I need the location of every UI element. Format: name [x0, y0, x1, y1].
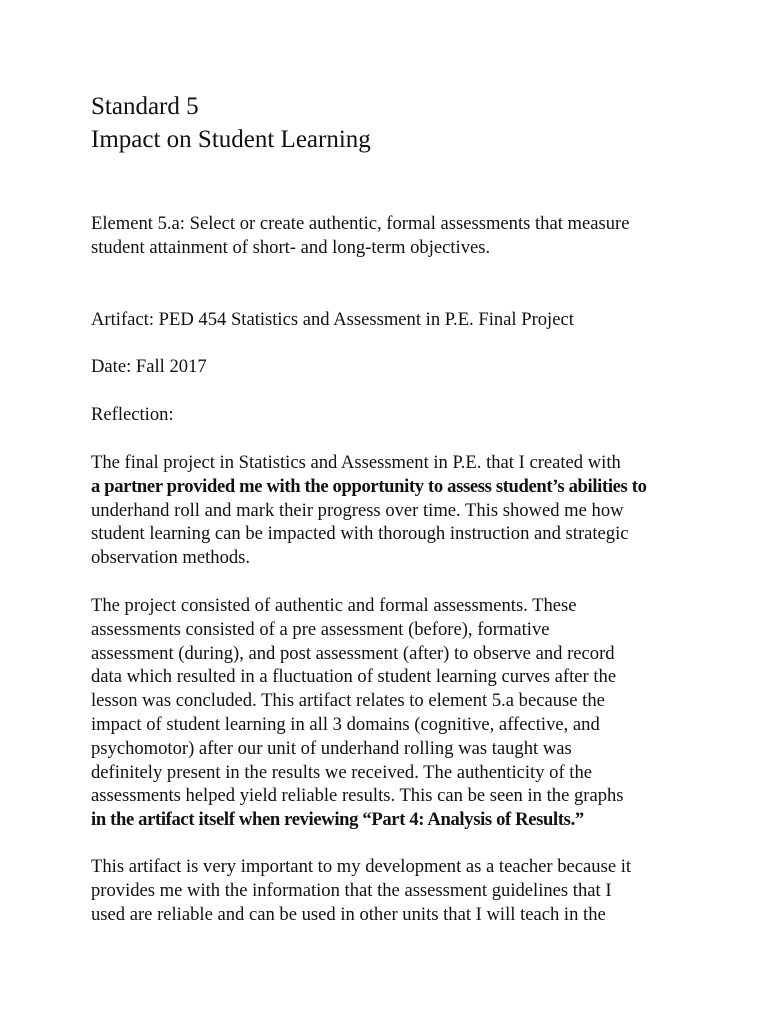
reflection-paragraph-1: [91, 451, 691, 570]
element-line: Element 5.a: Select or create authentic, formal assessments that measure: [91, 213, 630, 234]
element-line: student attainment of short- and long-term objectives.: [91, 236, 491, 258]
paragraph-line: The project consisted of authentic and formal assessments. These: [91, 595, 577, 616]
element-description: [91, 212, 691, 260]
paragraph-line: assessment (during), and post assessment (after) to observe and record: [91, 642, 615, 664]
reflection-paragraph-2: [91, 594, 691, 832]
paragraph-line: This artifact is very important to my development as a teacher because it: [91, 856, 632, 877]
paragraph-line: lesson was concluded. This artifact relates to element 5.a because the: [91, 690, 605, 712]
paragraph-line: student learning can be impacted with thorough instruction and strategic: [91, 523, 629, 545]
paragraph-line: assessments consisted of a pre assessment (before), formative: [91, 618, 550, 640]
reflection-label: Reflection:: [91, 404, 174, 425]
paragraph-line: observation methods.: [91, 547, 251, 569]
reflection-paragraph-3: [91, 855, 691, 926]
paragraph-line: impact of student learning in all 3 domains (cognitive, affective, and: [91, 713, 600, 735]
paragraph-line: underhand roll and mark their progress over time. This showed me how: [91, 499, 624, 521]
document-heading: [91, 90, 711, 156]
paragraph-line: data which resulted in a fluctuation of student learning curves after the: [91, 666, 617, 688]
standard-subtitle: Impact on Student Learning: [91, 126, 371, 153]
paragraph-line: used are reliable and can be used in other units that I will teach in the: [91, 903, 606, 925]
paragraph-line: a partner provided me with the opportunity to assess student’s abilities to: [91, 475, 647, 497]
paragraph-line: psychomotor) after our unit of underhand rolling was taught was: [91, 737, 572, 759]
paragraph-line: in the artifact itself when reviewing “Part 4: Analysis of Results.”: [91, 809, 584, 831]
artifact-line: Artifact: PED 454 Statistics and Assessment in P.E. Final Project: [91, 309, 574, 330]
paragraph-line: assessments helped yield reliable results. This can be seen in the graphs: [91, 785, 624, 807]
paragraph-line: definitely present in the results we received. The authenticity of the: [91, 761, 592, 783]
standard-title: Standard 5: [91, 93, 199, 120]
date-line: Date: Fall 2017: [91, 356, 207, 377]
paragraph-line: provides me with the information that the assessment guidelines that I: [91, 879, 612, 901]
paragraph-line: The final project in Statistics and Assessment in P.E. that I created with: [91, 452, 621, 473]
